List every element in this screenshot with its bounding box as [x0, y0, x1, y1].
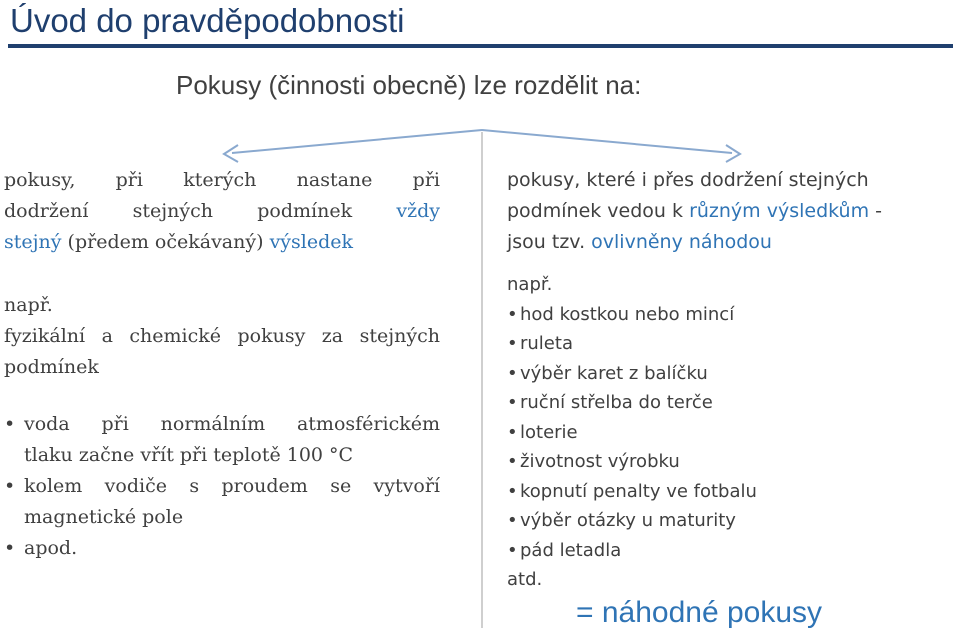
left-example-label: např. — [4, 294, 53, 316]
left-desc-mid: (předem očekávaný) — [61, 231, 270, 253]
right-desc-text: podmínek vedou k — [507, 200, 690, 222]
left-bullet-boiling-water — [4, 409, 440, 471]
left-desc-line2 — [4, 196, 440, 227]
slide-title: Úvod do pravděpodobnosti — [10, 2, 405, 39]
list-item: • životnost výrobku — [507, 447, 957, 477]
random-experiments-conclusion: = náhodné pokusy — [576, 596, 823, 629]
bullet-text: • apod. — [24, 537, 78, 559]
left-example-line1: fyzikální a chemické pokusy za stejných — [4, 325, 440, 347]
highlight-influenced-by-chance: ovlivněny náhodou — [591, 231, 772, 253]
right-desc-text: jsou tzv. — [507, 231, 592, 253]
list-item: • loterie — [507, 418, 957, 448]
bullet-text: • voda při normálním atmosférickém — [24, 413, 440, 435]
left-desc-line1: pokusy, při kterých nastane při — [4, 169, 440, 191]
left-arrow-line — [232, 130, 482, 153]
slide-subtitle: Pokusy (činnosti obecně) lze rozdělit na: — [176, 70, 642, 100]
list-item: • výběr otázky u maturity — [507, 506, 957, 536]
deterministic-column — [4, 165, 440, 564]
right-example-label: např. — [507, 274, 553, 295]
left-bullet-magnetic-field — [4, 471, 440, 533]
highlight-different-results: různým výsledkům — [689, 200, 870, 222]
highlight-result: výsledek — [269, 231, 354, 253]
left-example-line2: podmínek — [4, 356, 99, 378]
highlight-always: vždy — [396, 200, 440, 222]
list-item: • výběr karet z balíčku — [507, 359, 957, 389]
list-item: • hod kostkou nebo mincí — [507, 300, 957, 330]
list-item: • pád letadla — [507, 536, 957, 566]
bullet-text: tlaku začne vřít při teplotě 100 °C — [24, 444, 354, 466]
highlight-same: stejný — [4, 231, 62, 253]
right-desc-line2 — [507, 196, 957, 227]
list-item: • ruční střelba do terče — [507, 388, 957, 418]
right-desc-dash: - — [869, 200, 883, 222]
right-desc-line1: pokusy, které i přes dodržení stejných — [507, 169, 869, 191]
bullet-text: • kolem vodiče s proudem se vytvoří — [24, 475, 440, 497]
random-column — [507, 165, 957, 595]
list-item: • kopnutí penalty ve fotbalu — [507, 477, 957, 507]
left-bullet-etc — [4, 533, 440, 564]
right-etc: atd. — [507, 569, 543, 590]
left-desc-line3 — [4, 227, 440, 258]
list-item: • ruleta — [507, 329, 957, 359]
random-examples-list — [507, 270, 957, 595]
left-desc-text: dodržení stejných podmínek — [4, 200, 397, 222]
right-arrow-line — [482, 130, 732, 153]
bullet-text: magnetické pole — [24, 506, 184, 528]
right-desc-line3 — [507, 227, 957, 258]
